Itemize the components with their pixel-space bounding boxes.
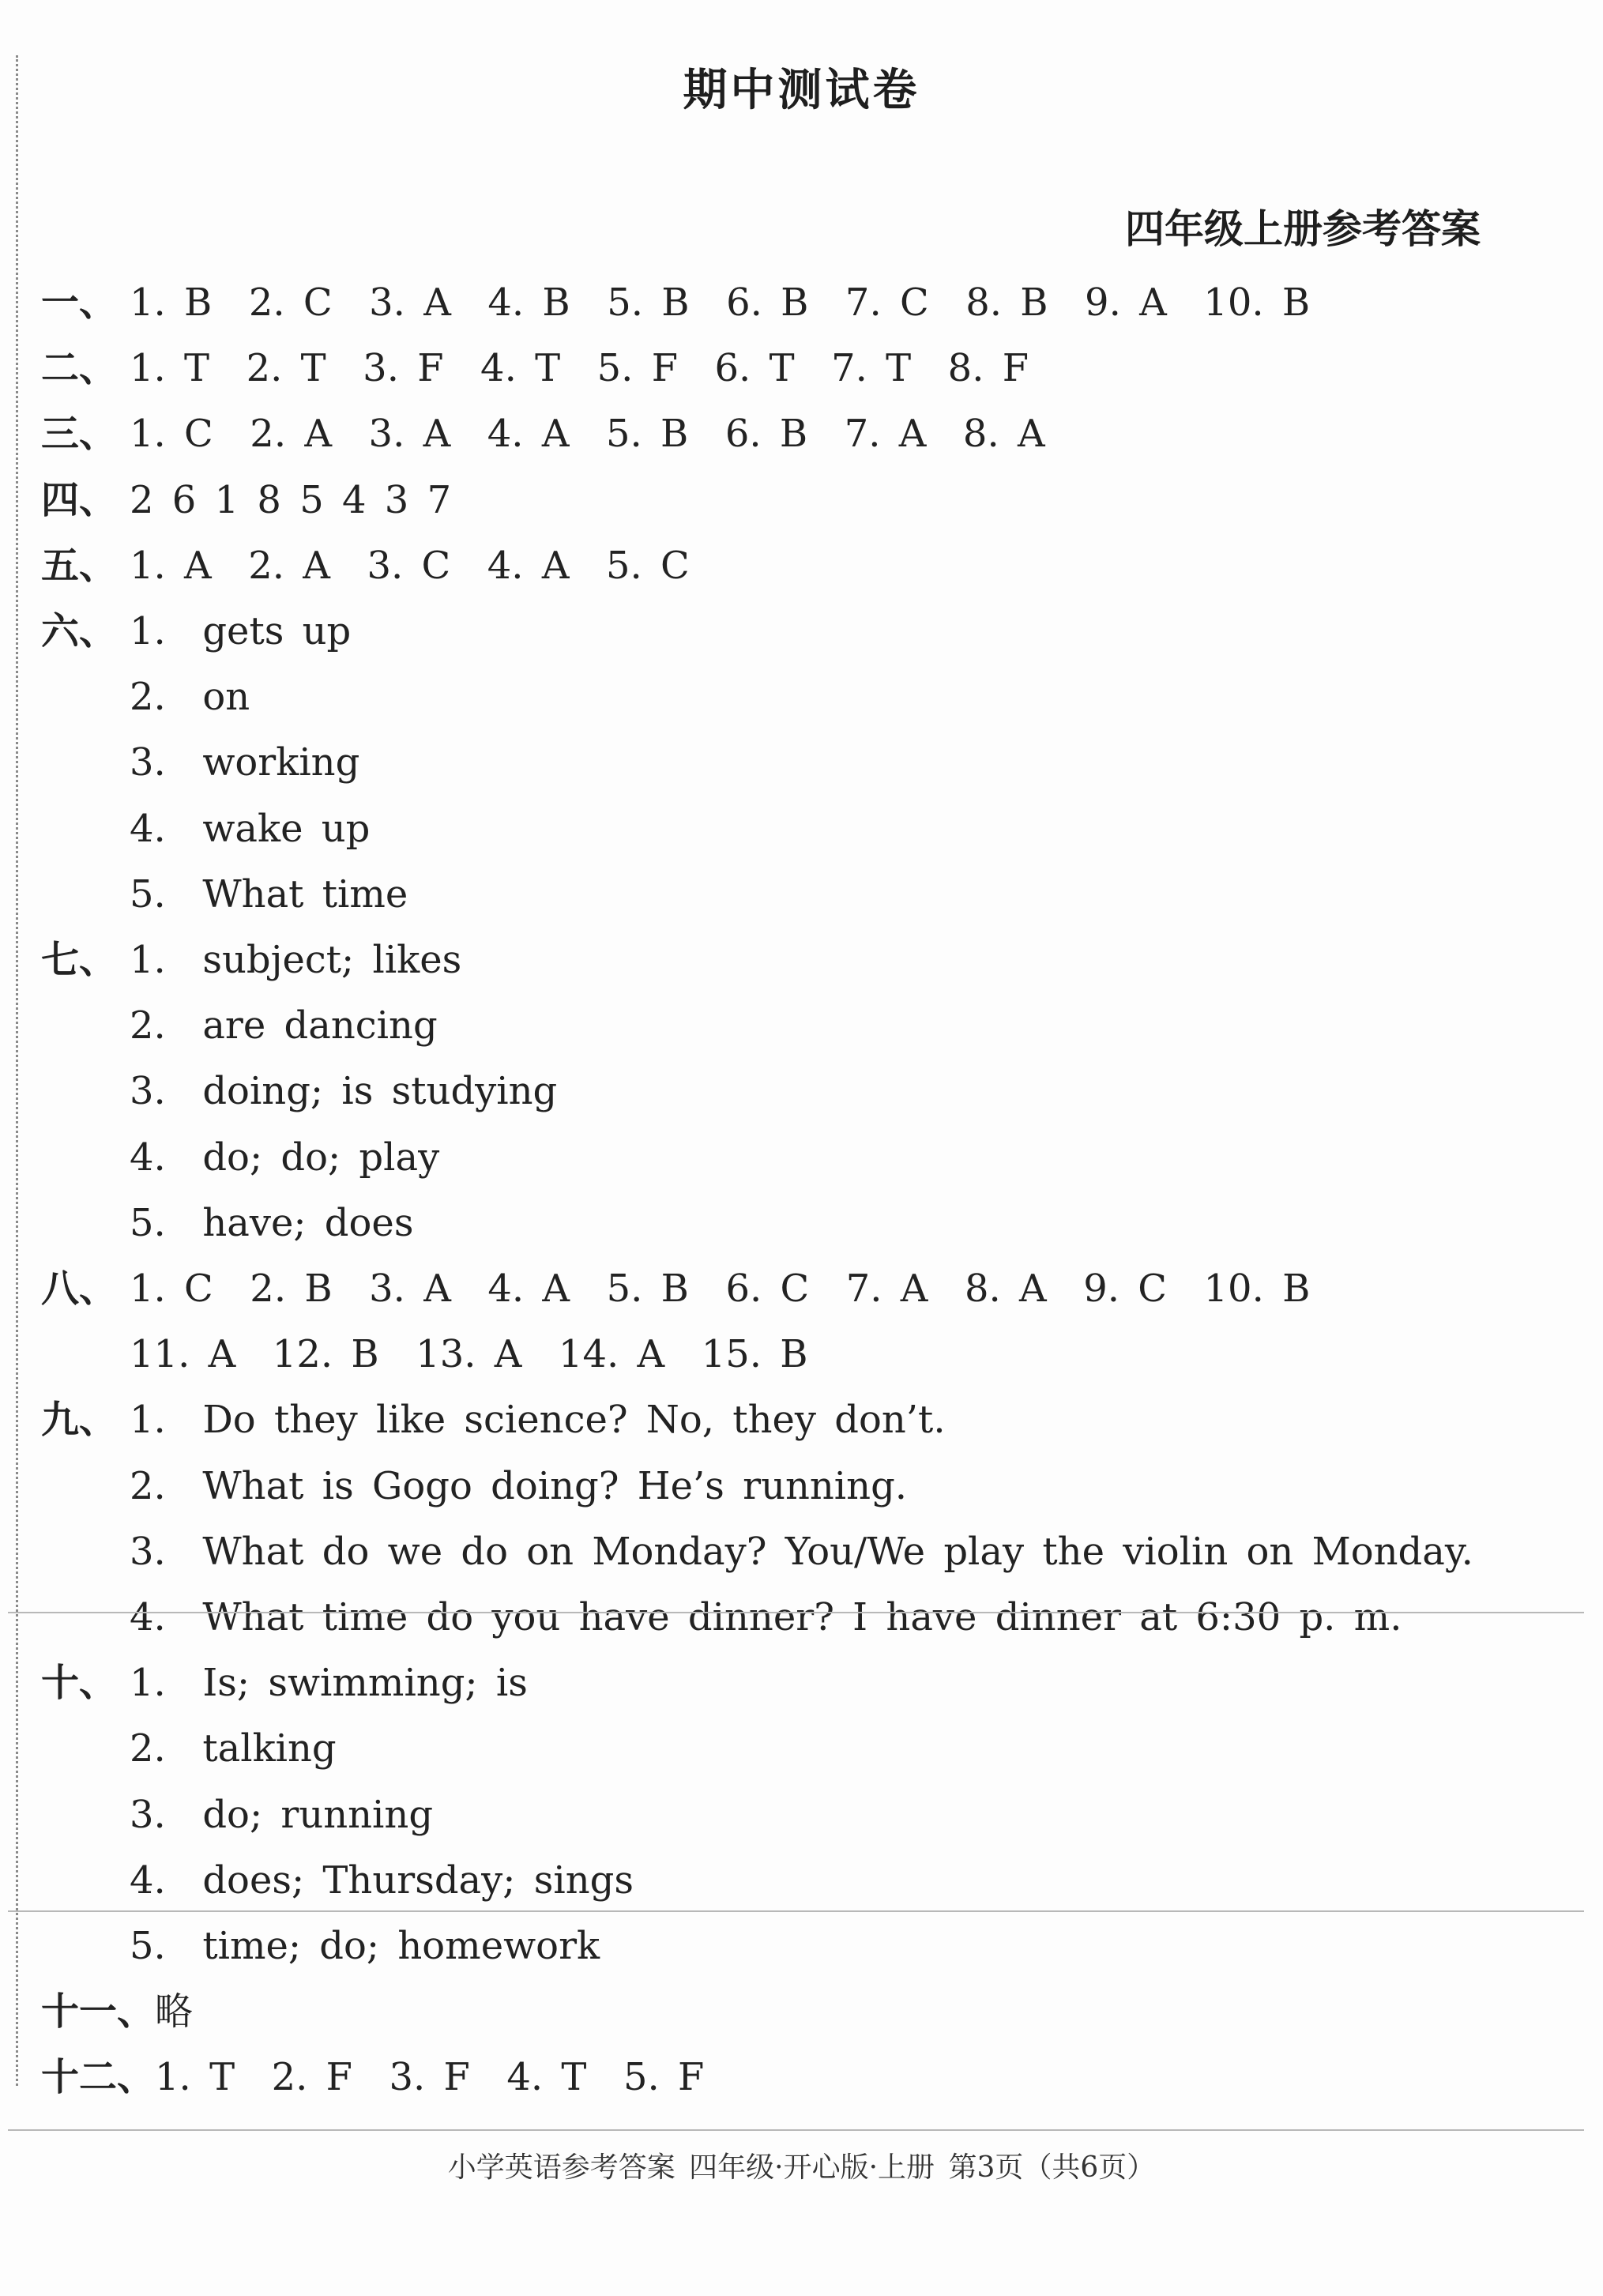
answer-line xyxy=(41,275,1310,330)
answer-line xyxy=(41,1787,433,1842)
answer-line xyxy=(41,801,370,856)
answer-text: 1. T 2. F 3. F 4. T 5. F xyxy=(155,2055,705,2100)
answer-line xyxy=(41,406,1045,461)
answer-line xyxy=(41,1130,439,1185)
section-label: 四、 xyxy=(41,477,118,522)
section-label: 九、 xyxy=(41,1398,118,1443)
fold-line xyxy=(8,1910,1584,1912)
answer-text: 1. gets up xyxy=(130,609,352,653)
answer-text: 1. B 2. C 3. A 4. B 5. B 6. B 7. C 8. B 9. A 10. B xyxy=(130,280,1311,325)
answer-line xyxy=(41,1327,808,1382)
answer-line xyxy=(41,1918,600,1974)
section-label: 七、 xyxy=(41,938,118,982)
answer-text: 1. subject; likes xyxy=(130,938,462,982)
answer-line xyxy=(41,1195,413,1251)
answer-text: 2. talking xyxy=(130,1726,337,1771)
section-label: 八、 xyxy=(41,1267,118,1311)
answer-line xyxy=(41,604,351,659)
answer-line xyxy=(41,1721,337,1776)
answer-text: 3. What do we do on Monday? You/We play the violin on Monday. xyxy=(130,1529,1473,1574)
answer-line xyxy=(41,341,1029,396)
answer-line xyxy=(41,1655,528,1711)
answer-text: 1. C 2. A 3. A 4. A 5. B 6. B 7. A 8. A xyxy=(130,412,1045,457)
page-footer: 小学英语参考答案 四年级·开心版·上册 第3页（共6页） xyxy=(447,2151,1156,2184)
answer-line xyxy=(41,1063,557,1119)
answer-line xyxy=(41,472,451,528)
answer-line xyxy=(41,2049,704,2105)
page-title: 期中测试卷 xyxy=(683,65,920,116)
section-label: 十一、 xyxy=(41,1989,156,2034)
answer-line xyxy=(41,867,408,922)
answer-line xyxy=(41,1261,1310,1316)
answer-text: 3. working xyxy=(130,740,360,785)
answer-text: 1. Do they like science? No, they don’t. xyxy=(130,1398,946,1443)
fold-line xyxy=(8,1612,1584,1613)
answer-line xyxy=(41,1524,1473,1579)
answer-text: 1. Is; swimming; is xyxy=(130,1661,528,1706)
answer-text: 3. do; running xyxy=(130,1792,434,1837)
answer-text: 5. time; do; homework xyxy=(130,1924,600,1968)
answer-line xyxy=(41,1984,193,2039)
answer-line xyxy=(41,998,438,1053)
section-label: 二、 xyxy=(41,346,118,391)
answer-text: 5. have; does xyxy=(130,1200,414,1245)
answer-text: 2. are dancing xyxy=(130,1003,438,1048)
answer-text: 2. on xyxy=(130,675,250,720)
answer-line xyxy=(41,932,461,988)
answer-line xyxy=(41,1853,634,1908)
answer-text: 略 xyxy=(155,1989,194,2034)
section-label: 六、 xyxy=(41,609,118,653)
answer-line xyxy=(41,1459,907,1514)
answer-text: 2. What is Gogo doing? He’s running. xyxy=(130,1463,908,1508)
answer-text: 4. does; Thursday; sings xyxy=(130,1858,634,1903)
footer-divider xyxy=(8,2129,1584,2131)
section-label: 三、 xyxy=(41,412,118,457)
section-label: 五、 xyxy=(41,543,118,588)
answer-text: 1. C 2. B 3. A 4. A 5. B 6. C 7. A 8. A 9. C 10. B xyxy=(130,1267,1311,1311)
answer-text: 1. A 2. A 3. C 4. A 5. C xyxy=(130,543,690,588)
answer-text: 4. What time do you have dinner? I have dinner at 6:30 p. m. xyxy=(130,1595,1402,1639)
section-label: 一、 xyxy=(41,280,118,325)
section-label: 十、 xyxy=(41,1661,118,1706)
page-subtitle: 四年级上册参考答案 xyxy=(1125,206,1481,252)
answer-text: 11. A 12. B 13. A 14. A 15. B xyxy=(130,1332,808,1377)
binding-dotted-line xyxy=(16,55,18,2086)
answer-line xyxy=(41,1590,1402,1645)
answer-line xyxy=(41,538,690,593)
answer-line xyxy=(41,1392,946,1447)
answer-text: 5. What time xyxy=(130,871,408,917)
section-label: 十二、 xyxy=(41,2055,156,2100)
answer-text: 4. do; do; play xyxy=(130,1135,440,1180)
answer-text: 4. wake up xyxy=(130,806,371,851)
answer-line xyxy=(41,669,250,725)
answer-text: 1. T 2. T 3. F 4. T 5. F 6. T 7. T 8. F xyxy=(130,346,1029,391)
answer-text: 3. doing; is studying xyxy=(130,1069,558,1114)
answer-line xyxy=(41,735,359,790)
answer-text: 2 6 1 8 5 4 3 7 xyxy=(130,477,452,522)
